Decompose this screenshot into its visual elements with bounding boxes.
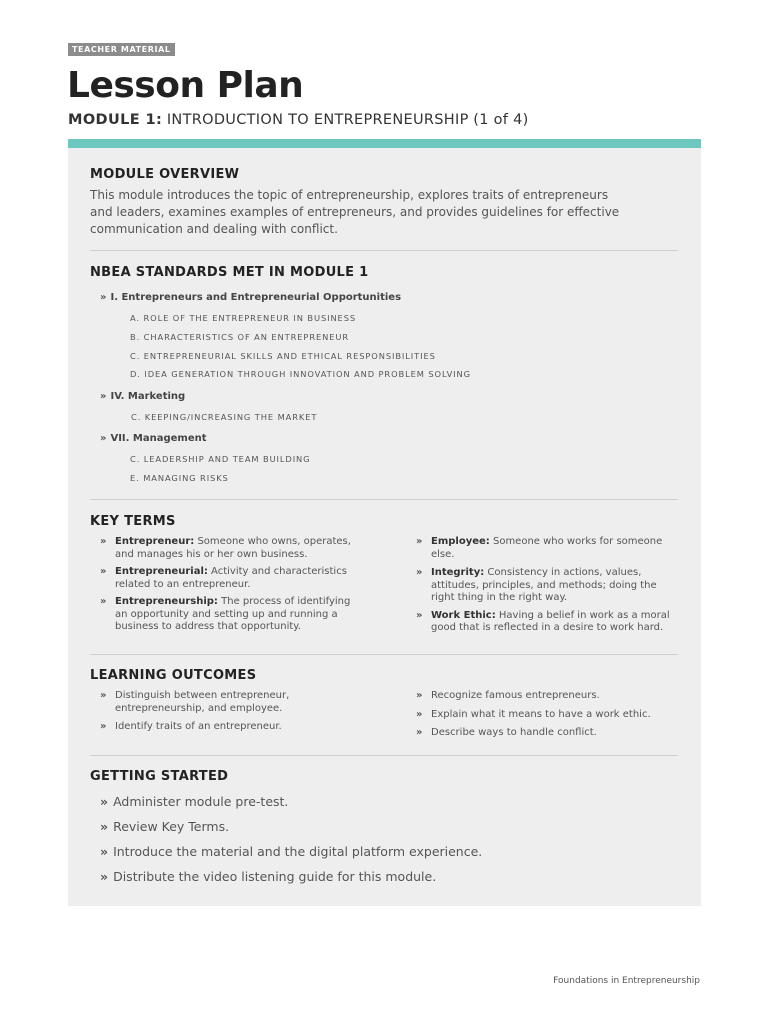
key-term-name: Entrepreneur: xyxy=(115,536,195,547)
bullet-icon: » xyxy=(416,567,423,578)
page-title: Lesson Plan xyxy=(67,65,304,106)
bullet-icon: » xyxy=(416,708,423,720)
accent-bar xyxy=(68,139,701,148)
key-term-item: » Employee: Someone who works for someone else. xyxy=(416,536,663,560)
section-divider xyxy=(90,250,678,251)
key-term-name: Integrity: xyxy=(431,567,485,578)
bullet-icon: » xyxy=(100,794,109,809)
key-term-name: Entrepreneurial: xyxy=(115,566,208,577)
key-term-name: Employee: xyxy=(431,536,490,547)
outcomes-left-column xyxy=(99,690,369,734)
outcome-item: » Identify traits of an entrepreneur. xyxy=(100,721,282,732)
standard-item: D. IDEA GENERATION THROUGH INNOVATION AND PROBLEM SOLVING xyxy=(130,369,471,379)
key-term-name: Entrepreneurship: xyxy=(115,596,218,607)
bullet-icon: » xyxy=(100,596,107,607)
standard-item: A. ROLE OF THE ENTREPRENEUR IN BUSINESS xyxy=(130,313,357,323)
bullet-icon: » xyxy=(416,609,423,621)
getting-started-heading: GETTING STARTED xyxy=(90,769,229,784)
footer-text: Foundations in Entrepreneurship xyxy=(553,976,700,986)
bullet-icon: » xyxy=(100,690,107,701)
key-terms-left-column xyxy=(99,536,369,634)
standard-group-title: » IV. Marketing xyxy=(100,391,186,402)
outcome-item: » Describe ways to handle conflict. xyxy=(416,727,597,738)
section-divider xyxy=(90,499,678,500)
section-divider xyxy=(90,654,678,655)
module-label: MODULE 1: xyxy=(68,112,163,128)
key-term-item: » Entrepreneurship: The process of identifying an opportunity and setting up and running a business to address that opportunity. xyxy=(100,596,351,632)
content-panel xyxy=(68,148,701,906)
getting-started-item: » Administer module pre-test. xyxy=(100,794,289,809)
standard-item: C. ENTREPRENEURIAL SKILLS AND ETHICAL RESPONSIBILITIES xyxy=(130,351,436,361)
bullet-icon: » xyxy=(100,869,109,884)
bullet-icon: » xyxy=(416,690,423,701)
standard-item: C. KEEPING/INCREASING THE MARKET xyxy=(131,412,318,422)
standard-item: B. CHARACTERISTICS OF AN ENTREPRENEUR xyxy=(130,332,350,342)
outcomes-heading: LEARNING OUTCOMES xyxy=(90,668,257,683)
bullet-icon: » xyxy=(100,721,107,732)
bullet-icon: » xyxy=(100,536,107,547)
key-term-item: » Entrepreneurial: Activity and characteristics related to an entrepreneur. xyxy=(100,566,347,590)
getting-started-section xyxy=(90,769,678,785)
outcome-item: » Recognize famous entrepreneurs. xyxy=(416,690,600,701)
outcome-item: » Explain what it means to have a work ethic. xyxy=(416,708,651,720)
getting-started-item: » Review Key Terms. xyxy=(100,819,230,834)
overview-heading: MODULE OVERVIEW xyxy=(90,167,240,182)
section-divider xyxy=(90,755,678,756)
standard-item: E. MANAGING RISKS xyxy=(130,473,229,483)
outcomes-section xyxy=(90,668,678,684)
bullet-icon: » xyxy=(100,844,109,859)
key-term-name: Work Ethic: xyxy=(431,609,496,621)
key-term-item: » Entrepreneur: Someone who owns, operates, and manages his or her own business. xyxy=(100,536,351,560)
overview-line: and leaders, examines examples of entrepreneurs, and provides guidelines for effective xyxy=(90,205,620,219)
standards-section xyxy=(90,265,678,281)
getting-started-item: » Distribute the video listening guide for this module. xyxy=(100,869,437,884)
module-name: INTRODUCTION TO ENTREPRENEURSHIP xyxy=(166,112,469,128)
getting-started-item: » Introduce the material and the digital platform experience. xyxy=(100,844,483,859)
key-terms-section xyxy=(90,514,678,530)
overview-text xyxy=(90,187,678,238)
bullet-icon: » xyxy=(100,433,107,444)
outcome-item: » Distinguish between entrepreneur, entrepreneurship, and employee. xyxy=(100,690,290,714)
key-terms-heading: KEY TERMS xyxy=(90,514,176,529)
bullet-icon: » xyxy=(100,292,107,303)
key-term-item: » Work Ethic: Having a belief in work as a moral good that is reflected in a desire to work hard. xyxy=(416,609,670,633)
overview-section xyxy=(90,167,678,238)
bullet-icon: » xyxy=(100,391,107,402)
teacher-material-tag: TEACHER MATERIAL xyxy=(68,43,175,56)
bullet-icon: » xyxy=(100,819,109,834)
bullet-icon: » xyxy=(416,536,423,547)
bullet-icon: » xyxy=(416,727,423,738)
module-subtitle xyxy=(68,111,529,129)
key-term-item: » Integrity: Consistency in actions, values, attitudes, principles, and methods; doing the right thing in the right way. xyxy=(416,567,657,603)
overview-line: communication and dealing with conflict. xyxy=(90,222,338,236)
overview-line: This module introduces the topic of entrepreneurship, explores traits of entrepreneurs xyxy=(90,188,609,202)
standard-group-title: » I. Entrepreneurs and Entrepreneurial Opportunities xyxy=(100,292,402,303)
module-part: (1 of 4) xyxy=(473,112,529,128)
standard-group-title: » VII. Management xyxy=(100,433,207,444)
standards-heading: NBEA STANDARDS MET IN MODULE 1 xyxy=(90,265,369,280)
key-terms-right-column xyxy=(415,536,685,635)
outcomes-right-column xyxy=(415,690,685,740)
standard-item: C. LEADERSHIP AND TEAM BUILDING xyxy=(130,454,311,464)
bullet-icon: » xyxy=(100,566,107,577)
